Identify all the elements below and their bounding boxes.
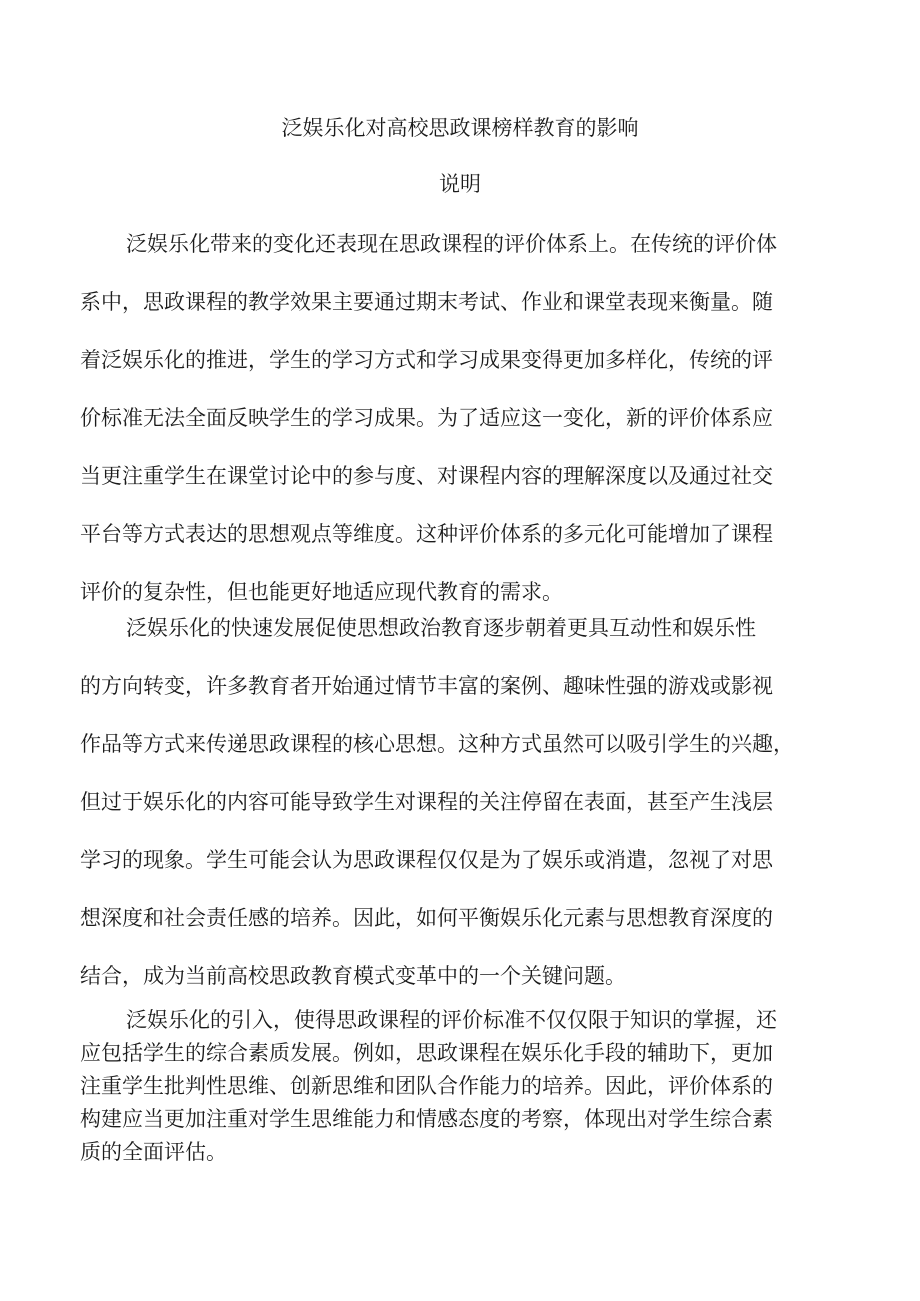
paragraph-line: 但过于娱乐化的内容可能导致学生对课程的关注停留在表面，甚至产生浅层 — [80, 790, 773, 814]
paragraph-line: 泛娱乐化的引入，使得思政课程的评价标准不仅仅限于知识的掌握，还 — [126, 1008, 777, 1032]
document-title: 泛娱乐化对高校思政课榜样教育的影响 — [281, 116, 639, 140]
paragraph-line: 泛娱乐化的快速发展促使思想政治教育逐步朝着更具互动性和娱乐性 — [126, 616, 756, 640]
paragraph-line: 作品等方式来传递思政课程的核心思想。这种方式虽然可以吸引学生的兴趣， — [80, 732, 794, 756]
paragraph-1 — [80, 230, 850, 636]
paragraph-line: 质的全面评估。 — [80, 1140, 227, 1164]
paragraph-line: 结合，成为当前高校思政教育模式变革中的一个关键问题。 — [80, 964, 626, 988]
paragraph-line: 着泛娱乐化的推进，学生的学习方式和学习成果变得更加多样化，传统的评 — [80, 348, 773, 372]
paragraph-line: 注重学生批判性思维、创新思维和团队合作能力的培养。因此，评价体系的 — [80, 1074, 773, 1098]
paragraph-3 — [80, 1006, 850, 1171]
paragraph-line: 学习的现象。学生可能会认为思政课程仅仅是为了娱乐或消遣，忽视了对思 — [80, 848, 773, 872]
paragraph-line: 的方向转变，许多教育者开始通过情节丰富的案例、趣味性强的游戏或影视 — [80, 674, 773, 698]
document-subtitle: 说明 — [439, 172, 481, 196]
paragraph-line: 当更注重学生在课堂讨论中的参与度、对课程内容的理解深度以及通过社交 — [80, 464, 773, 488]
paragraph-line: 构建应当更加注重对学生思维能力和情感态度的考察，体现出对学生综合素 — [80, 1107, 773, 1131]
paragraph-line: 应包括学生的综合素质发展。例如，思政课程在娱乐化手段的辅助下，更加 — [80, 1041, 773, 1065]
paragraph-line: 泛娱乐化带来的变化还表现在思政课程的评价体系上。在传统的评价体 — [126, 232, 777, 256]
paragraph-line: 系中，思政课程的教学效果主要通过期末考试、作业和课堂表现来衡量。随 — [80, 290, 773, 314]
paragraph-line: 价标准无法全面反映学生的学习成果。为了适应这一变化，新的评价体系应 — [80, 406, 773, 430]
paragraph-line: 平台等方式表达的思想观点等维度。这种评价体系的多元化可能增加了课程 — [80, 522, 773, 546]
paragraph-line: 想深度和社会责任感的培养。因此，如何平衡娱乐化元素与思想教育深度的 — [80, 906, 773, 930]
paragraph-2 — [80, 614, 850, 1020]
paragraph-line: 评价的复杂性，但也能更好地适应现代教育的需求。 — [80, 580, 563, 604]
